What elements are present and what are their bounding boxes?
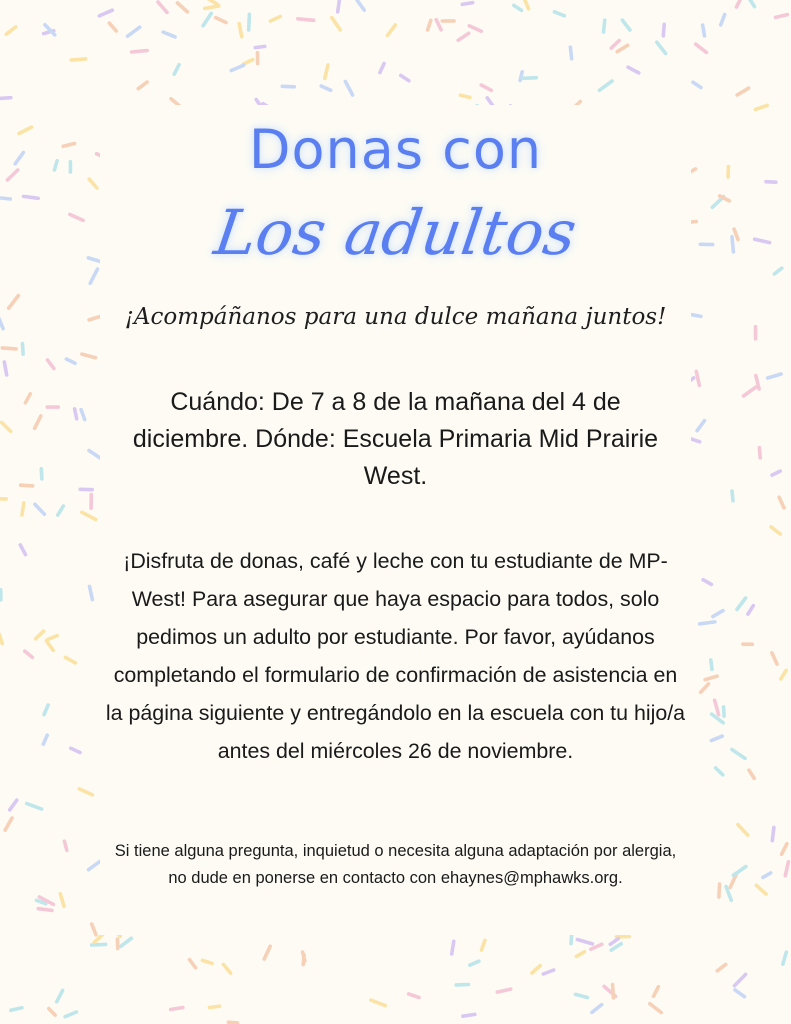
sprinkle bbox=[716, 768, 723, 775]
sprinkle bbox=[736, 0, 743, 7]
sprinkle bbox=[298, 19, 314, 21]
sprinkle bbox=[35, 416, 41, 428]
sprinkle bbox=[592, 1005, 602, 1013]
sprinkle bbox=[2, 422, 11, 431]
sprinkle bbox=[781, 670, 786, 679]
sprinkle bbox=[543, 970, 553, 974]
sprinkle bbox=[332, 18, 340, 30]
sprinkle bbox=[128, 27, 140, 36]
sprinkle bbox=[711, 660, 712, 670]
sprinkle bbox=[210, 1006, 220, 1007]
sprinkle bbox=[772, 653, 777, 664]
sprinkle bbox=[23, 344, 24, 354]
sprinkle bbox=[733, 867, 746, 876]
event-details: Cuándo: De 7 a 8 de la mañana del 4 de diciembre. Dónde: Escuela Primaria Mid Prairie West. bbox=[132, 388, 659, 490]
sprinkle bbox=[514, 5, 522, 10]
sprinkle bbox=[66, 359, 75, 363]
sprinkle bbox=[470, 961, 479, 965]
sprinkle bbox=[717, 964, 725, 970]
sprinkle bbox=[46, 641, 53, 650]
sprinkle bbox=[523, 78, 537, 79]
sprinkle bbox=[604, 20, 605, 32]
sprinkle bbox=[700, 622, 715, 624]
sprinkle bbox=[132, 51, 148, 53]
sprinkle bbox=[190, 960, 196, 968]
sprinkle bbox=[4, 362, 6, 375]
sprinkle bbox=[711, 736, 722, 741]
sprinkle bbox=[732, 491, 733, 501]
sprinkle bbox=[249, 14, 250, 30]
sprinkle bbox=[0, 634, 2, 643]
sprinkle bbox=[776, 15, 788, 18]
sprinkle bbox=[11, 1008, 22, 1011]
sprinkle bbox=[92, 944, 106, 945]
sprinkle bbox=[60, 894, 64, 907]
sprinkle bbox=[90, 586, 93, 599]
sprinkle bbox=[82, 354, 96, 358]
sprinkle bbox=[554, 12, 564, 16]
sprinkle bbox=[705, 676, 717, 680]
sprinkle bbox=[610, 939, 618, 945]
sprinkle bbox=[719, 884, 720, 897]
sprinkle bbox=[216, 18, 226, 23]
sprinkle bbox=[628, 67, 639, 73]
sprinkle bbox=[697, 421, 704, 431]
sprinkle bbox=[345, 82, 352, 96]
sprinkle bbox=[611, 41, 619, 49]
sprinkle bbox=[570, 47, 571, 59]
sprinkle bbox=[469, 26, 481, 32]
sprinkle bbox=[748, 606, 753, 614]
sprinkle bbox=[691, 439, 700, 442]
sprinkle bbox=[205, 6, 219, 8]
sprinkle bbox=[785, 862, 788, 876]
sprinkle bbox=[321, 86, 331, 90]
sprinkle bbox=[409, 994, 419, 998]
sprinkle bbox=[703, 580, 711, 585]
sprinkle bbox=[325, 65, 328, 79]
sprinkle bbox=[481, 85, 491, 90]
sprinkle bbox=[783, 952, 786, 964]
sprinkle bbox=[171, 1008, 183, 1010]
sprinkle bbox=[25, 394, 30, 403]
sprinkle bbox=[755, 105, 767, 109]
sprinkle bbox=[737, 598, 746, 610]
sprinkle bbox=[771, 527, 780, 534]
sprinkle bbox=[713, 611, 723, 617]
sprinkle bbox=[737, 88, 749, 95]
sprinkle bbox=[44, 705, 48, 715]
sprinkle bbox=[772, 471, 780, 475]
sprinkle bbox=[721, 15, 725, 25]
sprinkle bbox=[524, 0, 529, 9]
sprinkle bbox=[779, 497, 784, 508]
sprinkle bbox=[38, 909, 52, 911]
sprinkle bbox=[458, 33, 469, 40]
sprinkle bbox=[27, 804, 42, 810]
sprinkle bbox=[388, 25, 396, 35]
sprinkle bbox=[338, 0, 340, 12]
sprinkle bbox=[202, 960, 212, 963]
sprinkle bbox=[371, 1000, 385, 1006]
sprinkle bbox=[650, 1004, 661, 1013]
sprinkle bbox=[2, 348, 16, 349]
sprinkle bbox=[25, 651, 33, 657]
sprinkle bbox=[436, 20, 441, 30]
sprinkle bbox=[766, 182, 776, 183]
sprinkle bbox=[82, 512, 96, 519]
sprinkle bbox=[121, 938, 132, 946]
sprinkle bbox=[428, 20, 431, 30]
sprinkle bbox=[772, 827, 774, 840]
sprinkle bbox=[532, 966, 540, 973]
sprinkle bbox=[763, 873, 771, 878]
sprinkle bbox=[163, 32, 175, 37]
sprinkle bbox=[10, 800, 17, 810]
sprinkle bbox=[203, 13, 211, 25]
sprinkle bbox=[209, 0, 218, 4]
sprinkle bbox=[768, 374, 782, 378]
sprinkle bbox=[20, 545, 25, 555]
sprinkle bbox=[57, 990, 63, 1001]
sprinkle bbox=[657, 42, 666, 53]
sprinkle bbox=[696, 44, 707, 52]
sprinkle bbox=[228, 1022, 237, 1023]
sprinkle bbox=[71, 748, 80, 752]
sprinkle bbox=[599, 81, 612, 90]
sprinkle bbox=[759, 448, 760, 458]
sprinkle bbox=[48, 360, 54, 369]
sprinkle bbox=[613, 985, 614, 998]
sprinkle bbox=[617, 45, 627, 51]
sprinkle bbox=[735, 990, 745, 997]
sprinkle bbox=[756, 885, 766, 894]
sprinkle bbox=[696, 371, 699, 385]
sprinkle bbox=[460, 95, 469, 97]
sprinkle bbox=[243, 60, 252, 65]
sprinkle bbox=[239, 24, 242, 37]
event-description: ¡Disfruta de donas, café y leche con tu estudiante de MP-West! Para asegurar que haya espacio para todos, solo pedimos un adulto por estudiante. Por favor, ayúdanos completando el formulario de confirmación de asistencia en la página siguiente y entregándolo en la escuela con tu hijo/a antes del miércoles 26 de noviembre. bbox=[105, 549, 686, 763]
sprinkle bbox=[732, 750, 745, 759]
sprinkle bbox=[21, 485, 33, 486]
sprinkle bbox=[282, 86, 294, 87]
sprinkle bbox=[462, 3, 472, 5]
sprinkle bbox=[231, 65, 243, 70]
sprinkle bbox=[703, 25, 705, 36]
sprinkle bbox=[5, 818, 12, 830]
sprinkle bbox=[724, 707, 725, 716]
sprinkle bbox=[663, 24, 664, 36]
sprinkle bbox=[744, 387, 757, 396]
sprinkle bbox=[577, 940, 592, 944]
contact-email-link[interactable]: ehaynes@mphawks.org. bbox=[440, 869, 623, 887]
sprinkle bbox=[65, 1012, 76, 1017]
sprinkle bbox=[357, 0, 364, 10]
tagline: ¡Acompáñanos para una dulce mañana juntos! bbox=[124, 304, 667, 330]
sprinkle bbox=[576, 952, 584, 957]
sprinkle bbox=[90, 269, 97, 283]
sprinkle bbox=[576, 994, 588, 997]
sprinkle bbox=[622, 20, 630, 30]
sprinkle bbox=[58, 506, 64, 515]
sprinkle bbox=[35, 504, 45, 514]
sprinkle bbox=[749, 770, 754, 778]
flyer-title: Donas con bbox=[248, 118, 543, 181]
sprinkle bbox=[41, 469, 42, 479]
sprinkle bbox=[255, 46, 264, 47]
sprinkle bbox=[693, 82, 701, 87]
sprinkle bbox=[654, 987, 659, 997]
sprinkle bbox=[43, 735, 47, 744]
flyer-subtitle: Los adultos bbox=[210, 196, 581, 269]
sprinkle bbox=[0, 98, 11, 99]
sprinkle bbox=[6, 27, 16, 34]
sprinkle bbox=[401, 75, 409, 80]
sprinkle bbox=[81, 410, 85, 420]
sprinkle bbox=[47, 636, 57, 640]
sprinkle bbox=[738, 825, 748, 836]
sprinkle bbox=[497, 989, 510, 992]
sprinkle bbox=[99, 10, 112, 16]
sprinkle bbox=[701, 684, 709, 692]
sprinkle bbox=[174, 65, 179, 75]
sprinkle bbox=[303, 955, 304, 965]
sprinkle bbox=[715, 700, 719, 715]
sprinkle bbox=[223, 964, 230, 973]
sprinkle bbox=[452, 941, 454, 954]
sprinkle bbox=[463, 1014, 475, 1016]
sprinkle bbox=[158, 2, 167, 12]
contact-info bbox=[110, 838, 681, 892]
sprinkle bbox=[782, 844, 787, 855]
sprinkle bbox=[89, 861, 101, 870]
sprinkle bbox=[22, 503, 24, 515]
sprinkle bbox=[109, 23, 116, 31]
sprinkle bbox=[65, 657, 75, 663]
sprinkle bbox=[270, 17, 280, 22]
sprinkle bbox=[79, 789, 92, 795]
sprinkle bbox=[75, 409, 77, 419]
sprinkle bbox=[380, 64, 384, 73]
sprinkle bbox=[735, 974, 746, 985]
sprinkle bbox=[748, 0, 754, 7]
sprinkle bbox=[71, 59, 85, 60]
sprinkle bbox=[36, 631, 44, 639]
contact-text: Si tiene alguna pregunta, inquietud o necesita alguna adaptación por alergia, no dude en ponerse en contacto con bbox=[114, 842, 677, 887]
sprinkle bbox=[92, 924, 96, 935]
sprinkle bbox=[177, 3, 187, 12]
sprinkle bbox=[264, 946, 270, 959]
sprinkle bbox=[138, 82, 147, 89]
sprinkle bbox=[64, 841, 66, 850]
sprinkle bbox=[49, 1009, 55, 1016]
sprinkle bbox=[482, 940, 485, 950]
